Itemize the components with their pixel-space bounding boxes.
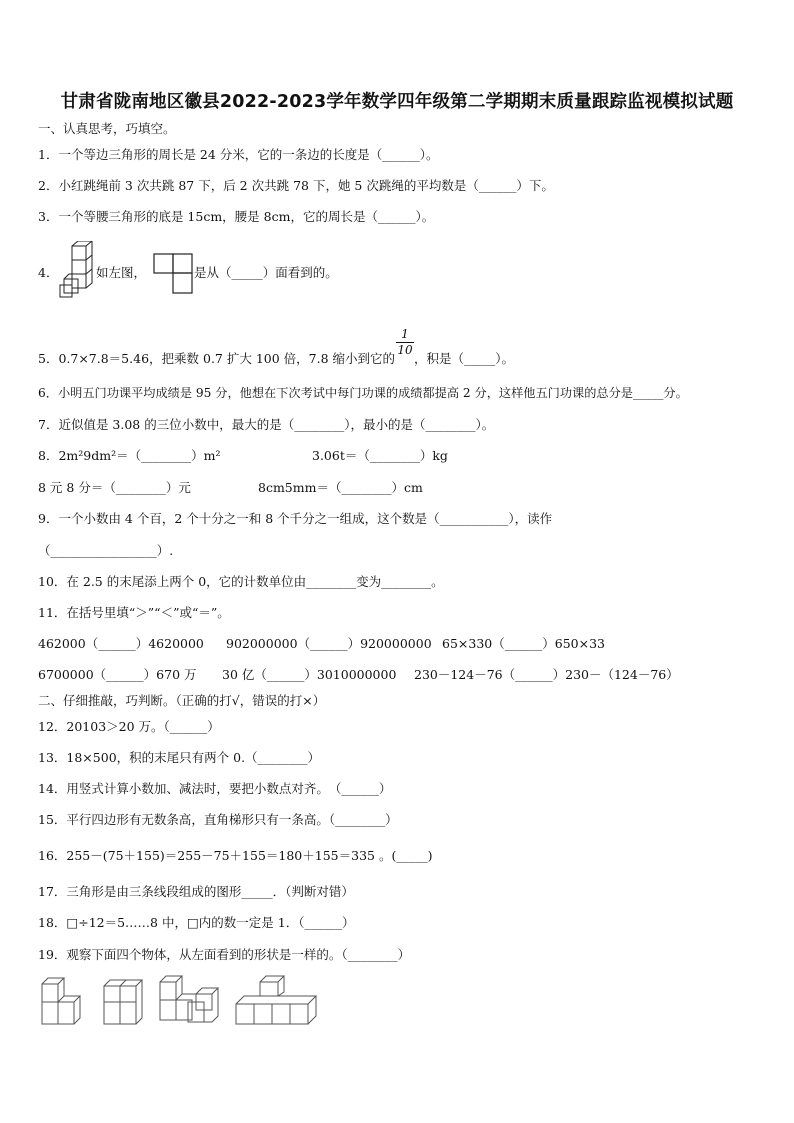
- cube-stack-figure: [58, 241, 98, 299]
- question-8-b: 3.06t＝（________）kg: [312, 448, 448, 463]
- object-2: [104, 980, 142, 1024]
- question-10: 10．在 2.5 的末尾添上两个 0，它的计数单位由________变为________。: [38, 574, 444, 589]
- object-1: [42, 978, 80, 1024]
- question-11-row-1-b: 902000000（______）920000000: [226, 636, 432, 651]
- question-11-row-2-c: 230－124－76（______）230－（124－76）: [414, 667, 679, 682]
- question-4-text-b: 是从（_____）面看到的。: [194, 265, 338, 280]
- question-8-c: 8 元 8 分＝（________）元: [38, 480, 191, 495]
- question-1: 1．一个等边三角形的周长是 24 分米，它的一条边的长度是（______）。: [38, 147, 439, 162]
- page-title: 甘肃省陇南地区徽县2022-2023学年数学四年级第二学期期末质量跟踪监视模拟试题: [60, 92, 734, 112]
- question-9-b: （_________________）.: [38, 543, 174, 558]
- four-objects-figure: [38, 972, 338, 1028]
- question-5-text-a: 5．0.7×7.8＝5.46，把乘数 0.7 扩大 100 倍，7.8 缩小到它的: [38, 351, 396, 366]
- question-8-d: 8cm5mm＝（________）cm: [258, 480, 423, 495]
- question-18: 18．□÷12＝5……8 中，□内的数一定是 1．（______）: [38, 915, 355, 930]
- question-15: 15．平行四边形有无数条高，直角梯形只有一条高。（________）: [38, 812, 398, 827]
- question-11-row-1-a: 462000（______）4620000: [38, 636, 204, 651]
- question-4-text-a: 如左图，: [96, 265, 147, 280]
- question-4-number: 4．: [38, 265, 59, 280]
- question-7: 7．近似值是 3.08 的三位小数中，最大的是（________），最小的是（________）。: [38, 417, 495, 432]
- section-1-heading: 一、认真思考，巧填空。: [38, 121, 176, 136]
- view-shape-figure: [153, 253, 193, 295]
- question-6: 6．小明五门功课平均成绩是 95 分，他想在下次考试中每门功课的成绩都提高 2 分，这样他五门功课的总分是_____分。: [38, 386, 688, 400]
- question-12: 12．20103＞20 万。（______）: [38, 719, 220, 734]
- question-9-a: 9．一个小数由 4 个百，2 个十分之一和 8 个千分之一组成，这个数是（___________），读作: [38, 511, 553, 526]
- question-11-row-2-b: 30 亿（______）3010000000: [222, 667, 397, 682]
- question-19: 19．观察下面四个物体，从左面看到的形状是一样的。（________）: [38, 947, 411, 962]
- question-17: 17．三角形是由三条线段组成的图形_____．（判断对错）: [38, 884, 354, 899]
- fraction-numerator: 1: [401, 327, 409, 341]
- question-14: 14．用竖式计算小数加、减法时，要把小数点对齐。 （______）: [38, 781, 392, 796]
- question-11-row-2-a: 6700000（______）670 万: [38, 667, 197, 682]
- fraction-one-tenth: [396, 328, 414, 357]
- question-16: 16．255－(75＋155)＝255－75＋155＝180＋155＝335 。(_____): [38, 848, 433, 863]
- question-2: 2．小红跳绳前 3 次共跳 87 下，后 2 次共跳 78 下，她 5 次跳绳的平均数是（______）下。: [38, 178, 554, 193]
- object-4: [236, 976, 316, 1024]
- question-5-text-b: ，积是（_____）。: [414, 351, 515, 366]
- question-3: 3．一个等腰三角形的底是 15cm，腰是 8cm，它的周长是（______）。: [38, 209, 435, 224]
- question-11: 11．在括号里填“＞”“＜”或“＝”。: [38, 605, 230, 620]
- question-8-a: 8．2m²9dm²＝（________）m²: [38, 448, 221, 463]
- section-2-heading: 二、仔细推敲，巧判断。（正确的打√，错误的打×）: [38, 693, 326, 708]
- object-3: [160, 976, 218, 1022]
- fraction-denominator: 10: [397, 343, 413, 357]
- question-11-row-1-c: 65×330（______）650×33: [442, 636, 605, 651]
- question-13: 13．18×500，积的末尾只有两个 0.（________）: [38, 750, 321, 765]
